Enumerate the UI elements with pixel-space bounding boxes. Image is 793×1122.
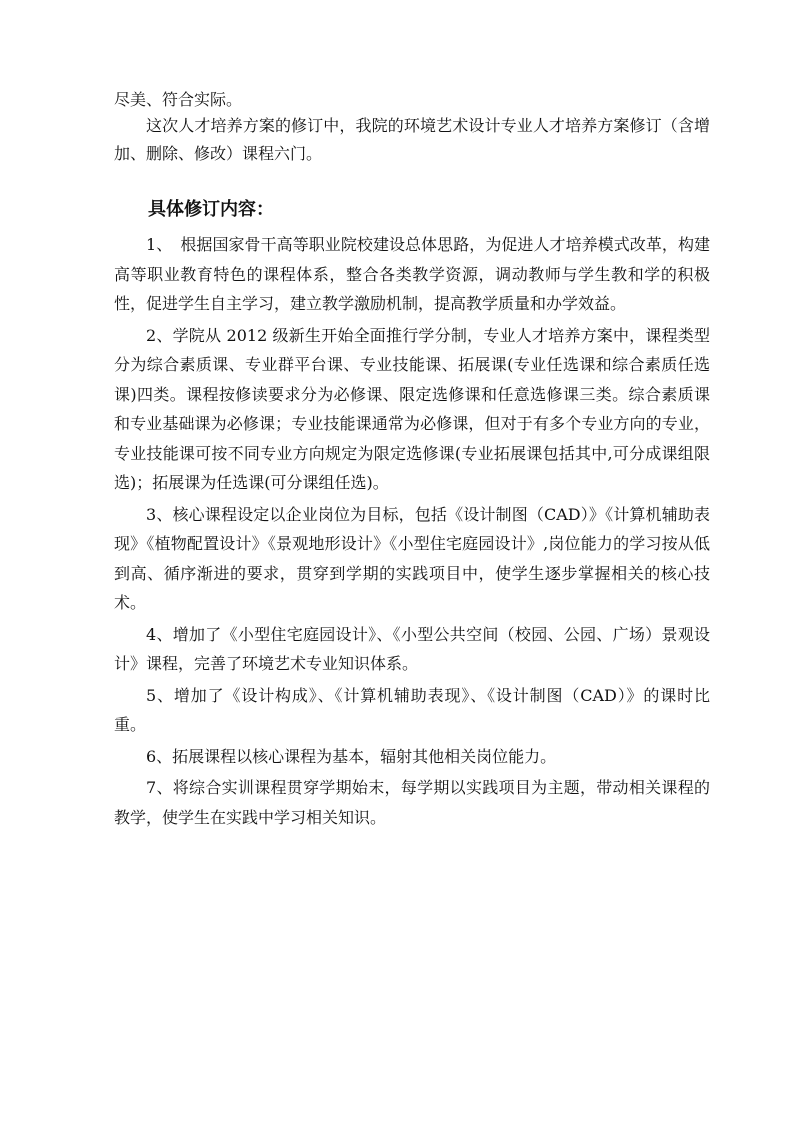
section-heading: 具体修订内容：	[148, 199, 274, 220]
list-item: 7、将综合实训课程贯穿学期始末，每学期以实践项目为主题，带动相关课程的教学，使学生在实践中学习相关知识。	[114, 778, 710, 827]
list-item: 4、增加了《小型住宅庭园设计》、《小型公共空间（校园、公园、广场）景观设计》课程，完善了环境艺术专业知识体系。	[114, 624, 710, 673]
list-item: 1、 根据国家骨干高等职业院校建设总体思路，为促进人才培养模式改革，构建高等职业教育特色的课程体系，整合各类教学资源，调动教师与学生教和学的积极性，促进学生自主学习，建立教学激励机制，提高教学质量和办学效益。	[114, 235, 710, 313]
intro-continuation: 尽美、符合实际。	[114, 90, 243, 109]
list-item: 5、增加了《设计构成》、《计算机辅助表现》、《设计制图（CAD）》的课时比重。	[114, 685, 710, 734]
revision-list	[114, 230, 710, 834]
list-item: 6、拓展课程以核心课程为基本，辐射其他相关岗位能力。	[146, 746, 557, 766]
list-item: 3、核心课程设定以企业岗位为目标，包括《设计制图（CAD）》《计算机辅助表现》《植物配置设计》《景观地形设计》《小型住宅庭园设计》,岗位能力的学习按从低到高、循序渐进的要求，贯穿到学期的实践项目中，使学生逐步掌握相关的核心技术。	[114, 504, 710, 612]
list-item: 2、学院从 2012 级新生开始全面推行学分制，专业人才培养方案中，课程类型分为综合素质课、专业群平台课、专业技能课、拓展课(专业任选课和综合素质任选课)四类。课程按修读要求分为必修课、限定选修课和任意选修课三类。综合素质课和专业基础课为必修课；专业技能课通常为必修课，但对于有多个专业方向的专业，专业技能课可按不同专业方向规定为限定选修课(专业拓展课包括其中,可分成课组限选)；拓展课为任选课(可分课组任选)。	[114, 325, 710, 492]
intro-paragraph: 这次人才培养方案的修订中，我院的环境艺术设计专业人才培养方案修订（含增加、删除、修改）课程六门。	[114, 116, 710, 163]
